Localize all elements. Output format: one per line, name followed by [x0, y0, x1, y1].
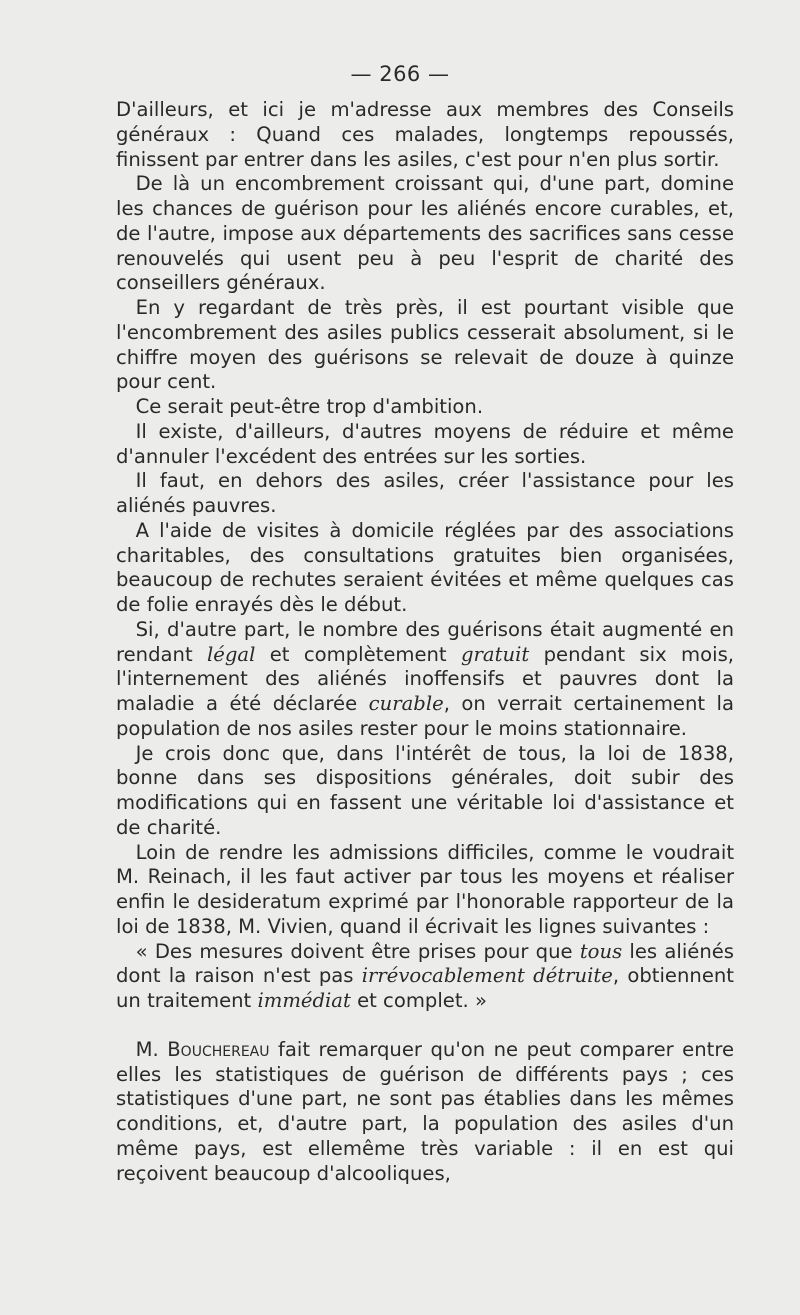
paragraph-text: fait remarquer qu'on ne peut comparer entre elles les statistiques de guérison de différents pays ; ces statistiques d'une part, ne sont pas établies dans les mêmes conditions, et, d'autre part, la population des asiles d'un même pays, est ellemême très variable : il en est qui reçoivent beaucoup d'alcooliques, — [116, 1037, 735, 1185]
paragraph-text: et complet. » — [350, 989, 487, 1012]
paragraph: De là un encombrement croissant qui, d'une part, domine les chances de guérison pour les aliénés encore curables, et, de l'autre, impose aux départements des sacrifices sans cesse renouvelés qui usent peu à peu l'esprit de charité des conseillers généraux. — [116, 172, 734, 295]
emphasis: irrévocablement détruite — [361, 964, 613, 988]
emphasis: gratuit — [461, 642, 530, 666]
paragraph: A l'aide de visites à domicile réglées par des associations charitables, des consultations gratuites bien organisées, beaucoup de rechutes seraient évitées et même quelques cas de folie enrayés dès le début. — [116, 518, 734, 616]
paragraph-text: , on verrait certainement la population de nos asiles rester pour le moins stationnaire. — [116, 692, 734, 740]
paragraph-text: M. — [135, 1037, 168, 1061]
paragraph — [116, 618, 734, 742]
emphasis: tous — [579, 939, 623, 963]
paragraph: Il existe, d'ailleurs, d'autres moyens de réduire et même d'annuler l'excédent des entrées sur les sorties. — [116, 419, 734, 468]
paragraph-text: Si, d'autre part, le nombre des guérisons était augmenté en rendant — [116, 617, 734, 666]
speaker-name: Bouchereau — [167, 1037, 270, 1061]
paragraph: En y regardant de très près, il est pourtant visible que l'encombrement des asiles publics cesserait absolument, si le chiffre moyen des guérisons se relevait de douze à quinze pour cent. — [116, 296, 734, 394]
paragraph — [116, 1038, 734, 1187]
emphasis: curable — [368, 692, 444, 715]
emphasis: légal — [207, 642, 256, 666]
paragraph-text: pendant six mois, l'internement des aliénés inoffensifs et pauvres dont la maladie a été déclarée — [116, 642, 735, 715]
paragraph-text: les aliénés dont la raison n'est pas — [116, 939, 735, 988]
paragraph: Loin de rendre les admissions difficiles, comme le voudrait M. Reinach, il les faut activer par tous les moyens et réaliser enfin le desideratum exprimé par l'honorable rapporteur de la loi de 1838, M. Vivien, quand il écrivait les lignes suivantes : — [116, 840, 734, 938]
paragraph-text: et complètement — [255, 642, 461, 666]
paragraph: D'ailleurs, et ici je m'adresse aux membres des Conseils généraux : Quand ces malades, longtemps repoussés, finissent par entrer dans les asiles, c'est pour n'en plus sortir. — [116, 98, 734, 171]
body-text — [116, 98, 734, 1186]
paragraph-text: « Des mesures doivent être prises pour que — [135, 939, 580, 963]
emphasis: immédiat — [257, 989, 351, 1012]
paragraph: Je crois donc que, dans l'intérêt de tous, la loi de 1838, bonne dans ses dispositions générales, doit subir des modifications qui en fassent une véritable loi d'assistance et de charité. — [116, 741, 734, 839]
page-number: — 266 — — [350, 62, 450, 86]
paragraph-text: , obtiennent un traitement — [116, 964, 734, 1012]
paragraph: Ce serait peut-être trop d'ambition. — [135, 395, 484, 418]
paragraph: Il faut, en dehors des asiles, créer l'assistance pour les aliénés pauvres. — [116, 469, 734, 517]
quotation — [116, 940, 734, 1014]
